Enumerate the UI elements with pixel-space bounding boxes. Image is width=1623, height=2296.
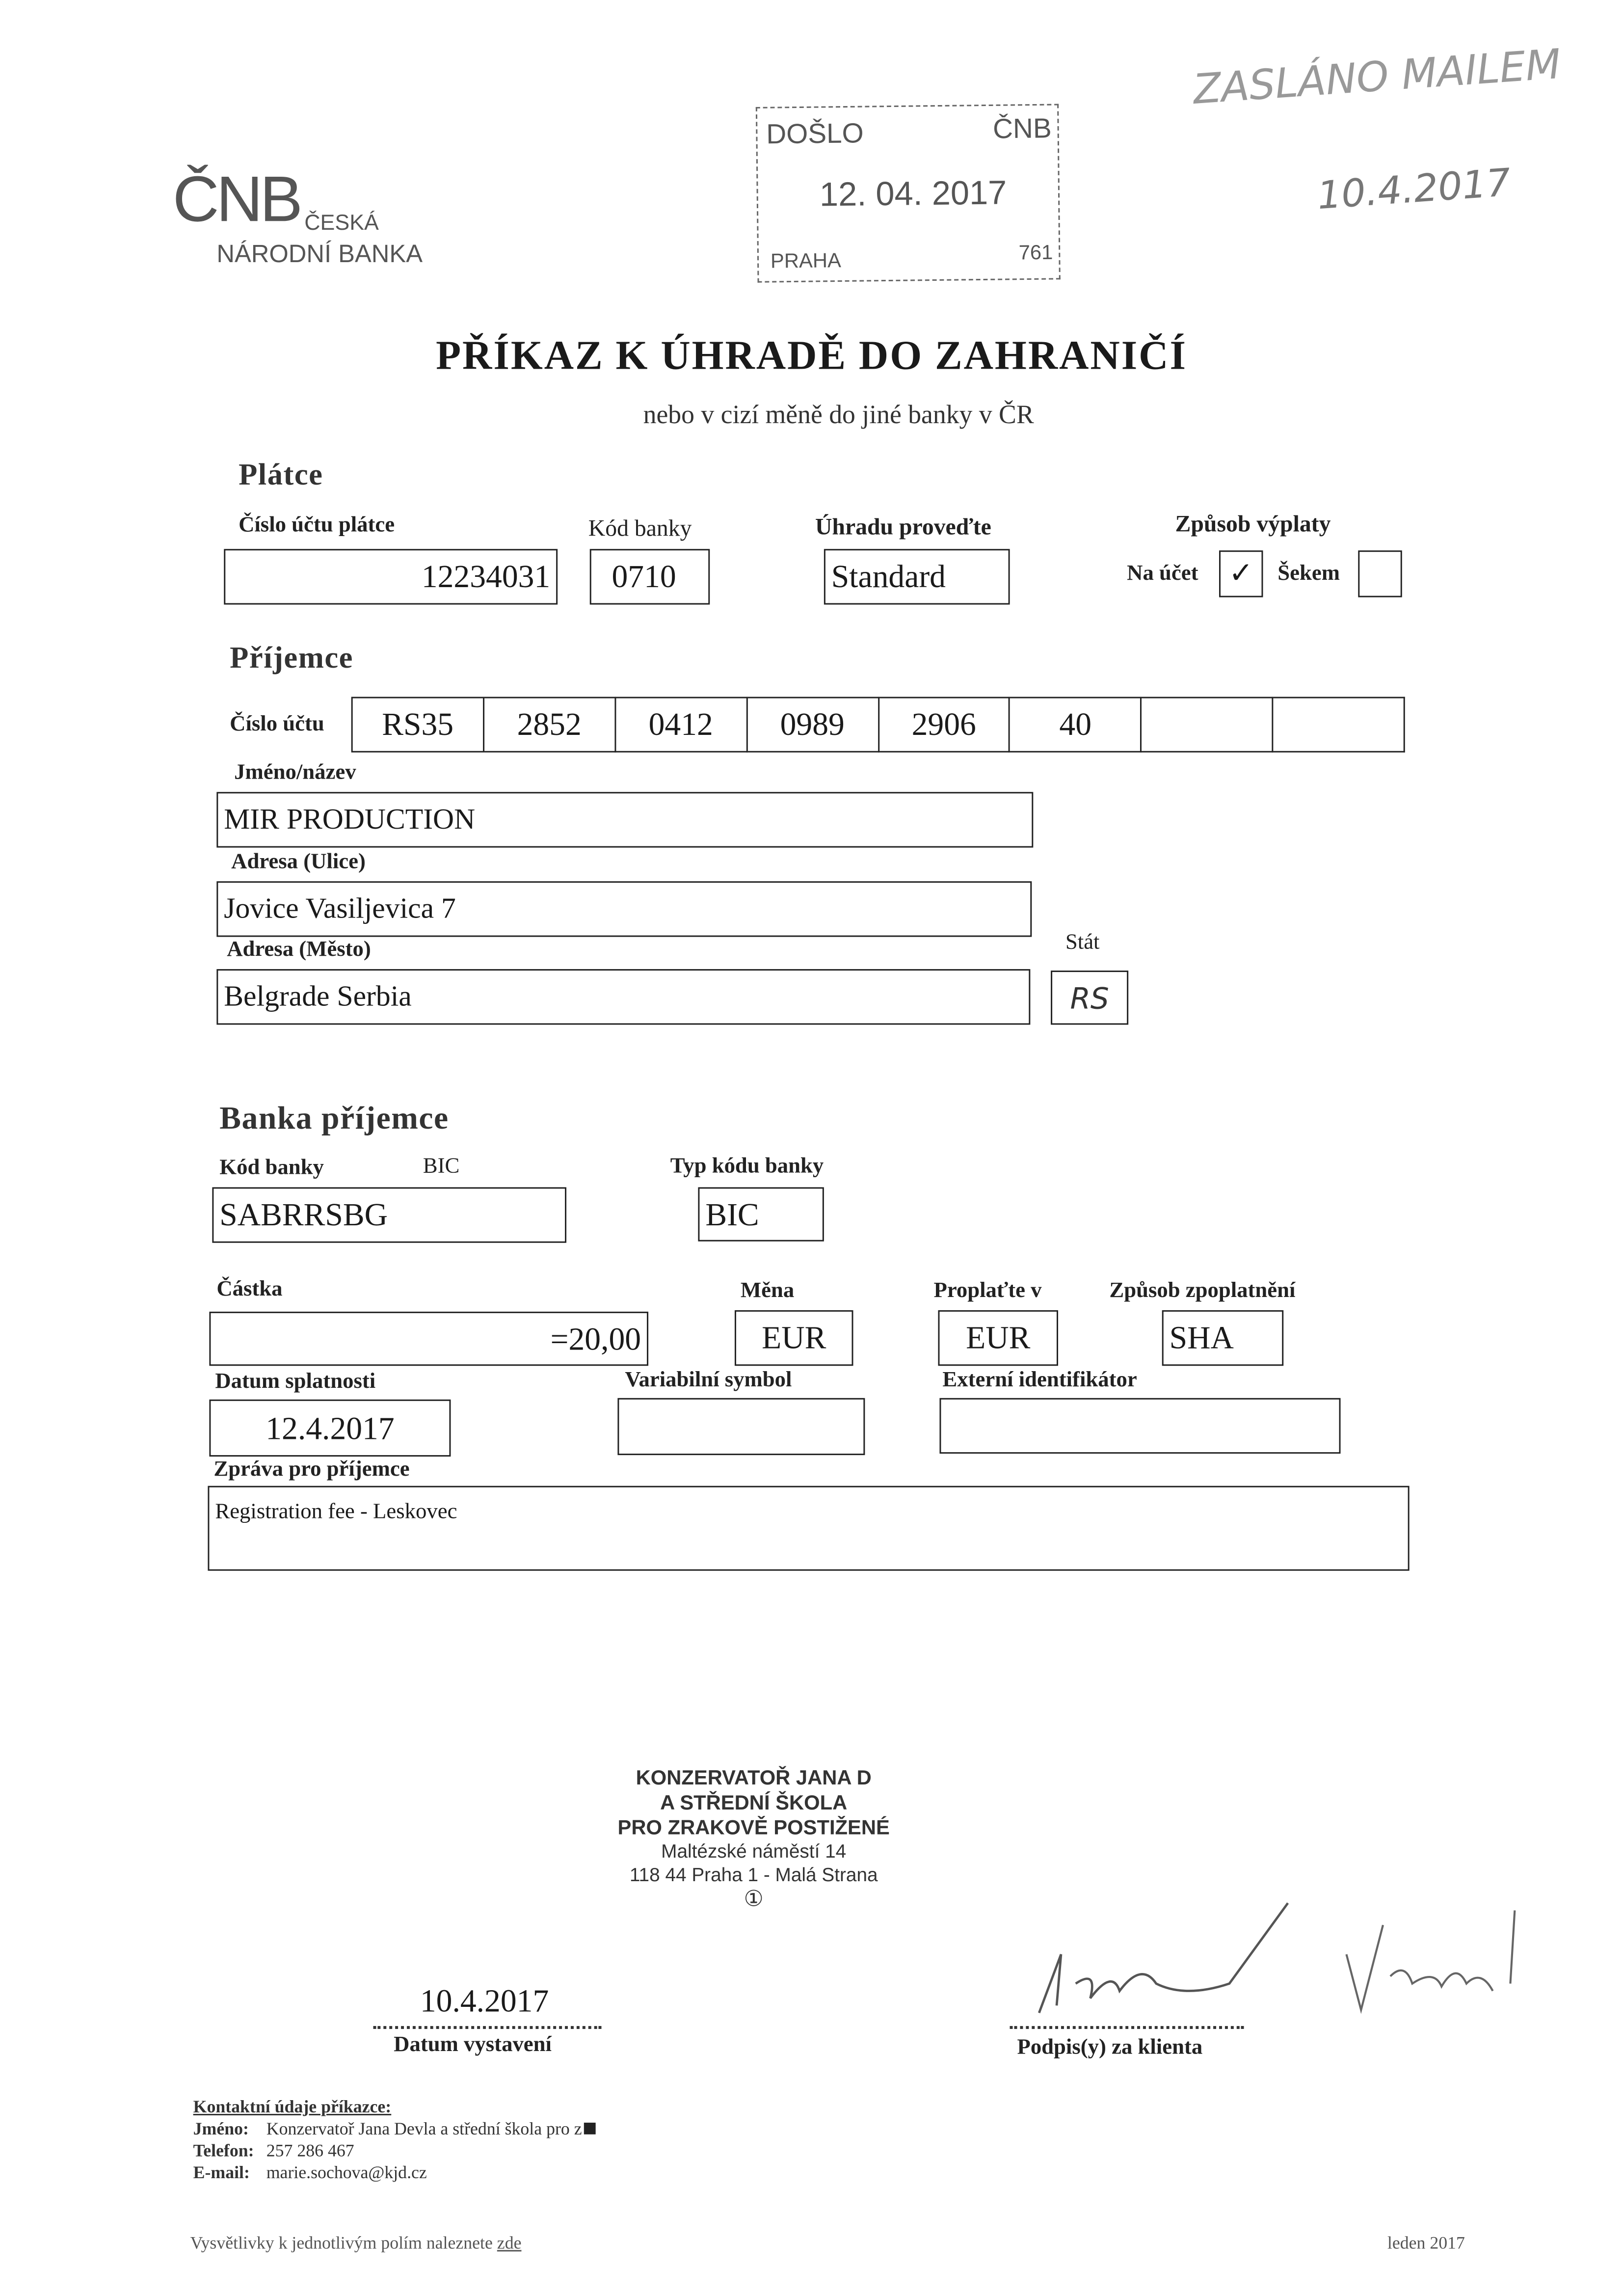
contact-details [193,2096,595,2184]
form-version: leden 2017 [1387,2232,1465,2253]
check-icon: ✓ [1228,558,1253,590]
received-stamp [756,104,1061,282]
message-label: Zpráva pro příjemce [213,1458,410,1482]
payee-city-field[interactable]: Belgrade Serbia [216,969,1030,1025]
pay-in-field[interactable]: EUR [938,1310,1058,1366]
to-account-checkbox[interactable] [1219,550,1263,597]
bic-hint: BIC [423,1155,460,1179]
amount-field[interactable]: =20,00 [209,1312,648,1366]
account-segment[interactable]: 0412 [616,697,747,752]
cheque-label: Šekem [1277,562,1340,586]
payee-bank-code-field[interactable]: SABRRSBG [212,1187,566,1243]
contact-phone-label: Telefon: [193,2140,254,2161]
plus-icon [584,2123,595,2134]
stamp-line: 118 44 Praha 1 - Malá Strana [629,1864,878,1886]
payee-name-field[interactable]: MIR PRODUCTION [216,792,1033,847]
logo-line1: ČESKÁ [304,211,379,236]
variable-symbol-label: Variabilní symbol [625,1369,792,1392]
account-segment[interactable]: 2852 [484,697,616,752]
issue-date-label: Datum vystavení [394,2033,552,2057]
page-subtitle: nebo v cizí měně do jiné banky v ČR [643,400,1034,429]
stamp-line: A STŘEDNÍ ŠKOLA [660,1790,848,1814]
page-title: PŘÍKAZ K ÚHRADĚ DO ZAHRANIČÍ [436,333,1187,379]
message-field[interactable]: Registration fee - Leskovec [208,1486,1409,1571]
charges-label: Způsob zpoplatnění [1109,1279,1296,1303]
stamp-city: PRAHA [770,248,842,272]
stamp-date: 12. 04. 2017 [819,173,1007,214]
contact-heading: Kontaktní údaje příkazce: [193,2096,392,2117]
account-segment[interactable]: 0989 [747,697,879,752]
variable-symbol-field[interactable] [617,1398,865,1455]
cnb-logo [172,163,423,268]
payee-street-field[interactable]: Jovice Vasiljevica 7 [216,881,1032,937]
payee-country-field[interactable]: RS [1051,971,1128,1025]
signature-dotted-line [1010,2026,1244,2029]
payout-label: Způsob výplaty [1175,512,1331,538]
external-id-label: Externí identifikátor [942,1369,1137,1392]
client-signatures [1010,1896,1551,2035]
account-segment[interactable]: RS35 [351,697,484,752]
cheque-checkbox[interactable] [1358,550,1402,597]
charges-field[interactable]: SHA [1162,1310,1284,1366]
currency-field[interactable]: EUR [735,1310,853,1366]
stamp-line: PRO ZRAKOVĚ POSTIŽENÉ [617,1815,890,1839]
payee-bank-heading: Banka příjemce [219,1099,449,1136]
contact-name-label: Jméno: [193,2118,249,2139]
code-type-label: Typ kódu banky [670,1155,824,1179]
organization-stamp [556,1765,951,1914]
account-segment[interactable] [1274,697,1405,752]
to-account-label: Na účet [1127,562,1198,586]
payer-bank-code-label: Kód banky [588,516,692,542]
contact-email-label: E-mail: [193,2162,250,2183]
footer-note-text: Vysvětlivky k jednotlivým polím naleznete [190,2232,497,2253]
issue-date: 10.4.2017 [420,1982,549,2019]
execution-label: Úhradu proveďte [815,515,991,540]
payee-bank-code-label: Kód banky [219,1156,324,1180]
issue-date-dotted-line [373,2026,601,2029]
payee-name-label: Jméno/název [234,761,356,785]
payee-heading: Příjemce [230,640,353,675]
contact-email[interactable]: marie.sochova@kjd.cz [266,2162,427,2183]
payer-heading: Plátce [239,457,323,492]
code-type-field[interactable]: BIC [698,1187,824,1241]
due-date-field[interactable]: 12.4.2017 [209,1400,451,1457]
contact-name: Konzervatoř Jana Devla a střední škola pro z [266,2118,582,2139]
payee-account-label: Číslo účtu [230,713,324,736]
payee-account-segments [351,697,1405,752]
payer-account-field[interactable]: 12234031 [224,549,558,604]
contact-phone: 257 286 467 [266,2140,354,2161]
amount-label: Částka [216,1278,283,1301]
payee-city-label: Adresa (Město) [227,938,371,962]
logo-line2: NÁRODNÍ BANKA [216,240,423,268]
stamp-line: Maltézské náměstí 14 [661,1840,847,1863]
handwritten-date-note: 10.4.2017 [1316,162,1513,219]
account-segment[interactable]: 40 [1011,697,1142,752]
handwritten-sent-note: ZASLÁNO MAILEM [1191,40,1563,114]
pay-in-label: Proplaťte v [933,1279,1042,1303]
stamp-line: KONZERVATOŘ JANA D [636,1765,872,1789]
account-segment[interactable]: 2906 [879,697,1011,752]
external-id-field[interactable] [939,1398,1340,1454]
footer-note [190,2233,522,2255]
footer-link[interactable]: zde [497,2232,522,2253]
due-date-label: Datum splatnosti [215,1370,376,1394]
payee-country-label: Stát [1065,931,1100,955]
signature-label: Podpis(y) za klienta [1017,2036,1203,2060]
payee-street-label: Adresa (Ulice) [231,850,366,874]
stamp-line: ① [744,1887,764,1912]
currency-label: Měna [740,1279,795,1303]
logo-mark: ČNB [172,163,300,236]
stamp-number: 761 [1018,240,1053,264]
execution-field[interactable]: Standard [824,549,1010,604]
payer-account-label: Číslo účtu plátce [239,513,395,538]
payer-bank-code-field[interactable]: 0710 [590,549,710,604]
stamp-label: DOŠLO [766,119,864,151]
stamp-issuer: ČNB [992,114,1052,146]
account-segment[interactable] [1142,697,1274,752]
